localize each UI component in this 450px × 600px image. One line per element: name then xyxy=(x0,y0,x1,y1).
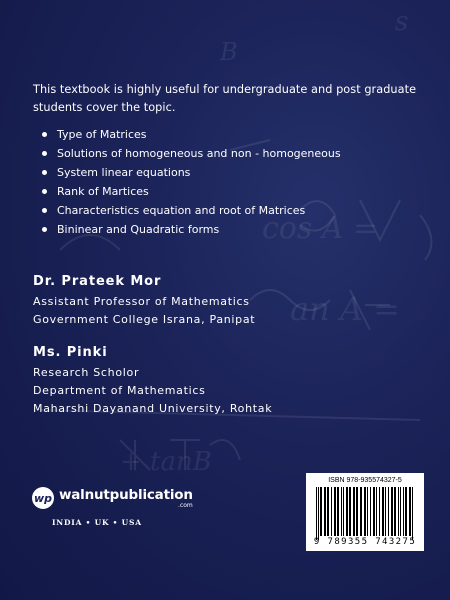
author-block-secondary xyxy=(33,345,272,418)
svg-text:s: s xyxy=(395,7,409,37)
book-description: This textbook is highly useful for undergraduate and post graduate students cover the topic. xyxy=(33,83,417,115)
svg-text:B: B xyxy=(220,38,238,66)
topic-text: Bininear and Quadratic forms xyxy=(57,223,220,236)
walnut-logo-icon: wp xyxy=(32,487,54,509)
publisher-block xyxy=(32,487,232,527)
publisher-logo xyxy=(32,487,232,509)
topic-item xyxy=(33,144,423,163)
publisher-name: walnutpublication xyxy=(59,486,193,503)
topic-list xyxy=(33,125,423,239)
topic-text: Characteristics equation and root of Matrices xyxy=(57,204,306,217)
topic-text: Solutions of homogeneous and non - homogeneous xyxy=(57,147,341,160)
topic-item xyxy=(33,182,423,201)
author-name: Dr. Prateek Mor xyxy=(33,274,162,289)
topic-item xyxy=(33,125,423,144)
author-block-primary xyxy=(33,274,255,329)
author-department: Department of Mathematics xyxy=(33,384,206,397)
publisher-domain: .com xyxy=(178,501,193,509)
svg-text:+ tanB: + tanB xyxy=(120,447,212,477)
author-name: Ms. Pinki xyxy=(33,345,108,360)
topic-text: Type of Matrices xyxy=(57,128,147,141)
isbn-number: 9 789355 743275 xyxy=(313,537,417,547)
bullet-icon xyxy=(42,132,47,137)
isbn-label: ISBN 978-935574327-5 xyxy=(328,477,402,484)
topic-text: System linear equations xyxy=(57,166,191,179)
bullet-icon xyxy=(42,151,47,156)
topic-item xyxy=(33,201,423,220)
svg-text:an A =: an A = xyxy=(290,290,400,328)
author-title: Assistant Professor of Mathematics xyxy=(33,295,250,308)
topic-item xyxy=(33,163,423,182)
bullet-icon xyxy=(42,189,47,194)
author-title: Research Scholor xyxy=(33,366,140,379)
author-affiliation: Maharshi Dayanand University, Rohtak xyxy=(33,402,273,415)
bullet-icon xyxy=(42,170,47,175)
publisher-regions: INDIA • UK • USA xyxy=(52,518,142,527)
bullet-icon xyxy=(42,227,47,232)
bullet-icon xyxy=(42,208,47,213)
topic-item xyxy=(33,220,423,239)
author-affiliation: Government College Israna, Panipat xyxy=(33,313,256,326)
isbn-barcode-box xyxy=(306,473,424,551)
svg-text:cos A =: cos A = xyxy=(262,211,379,246)
topic-text: Rank of Martices xyxy=(57,185,149,198)
